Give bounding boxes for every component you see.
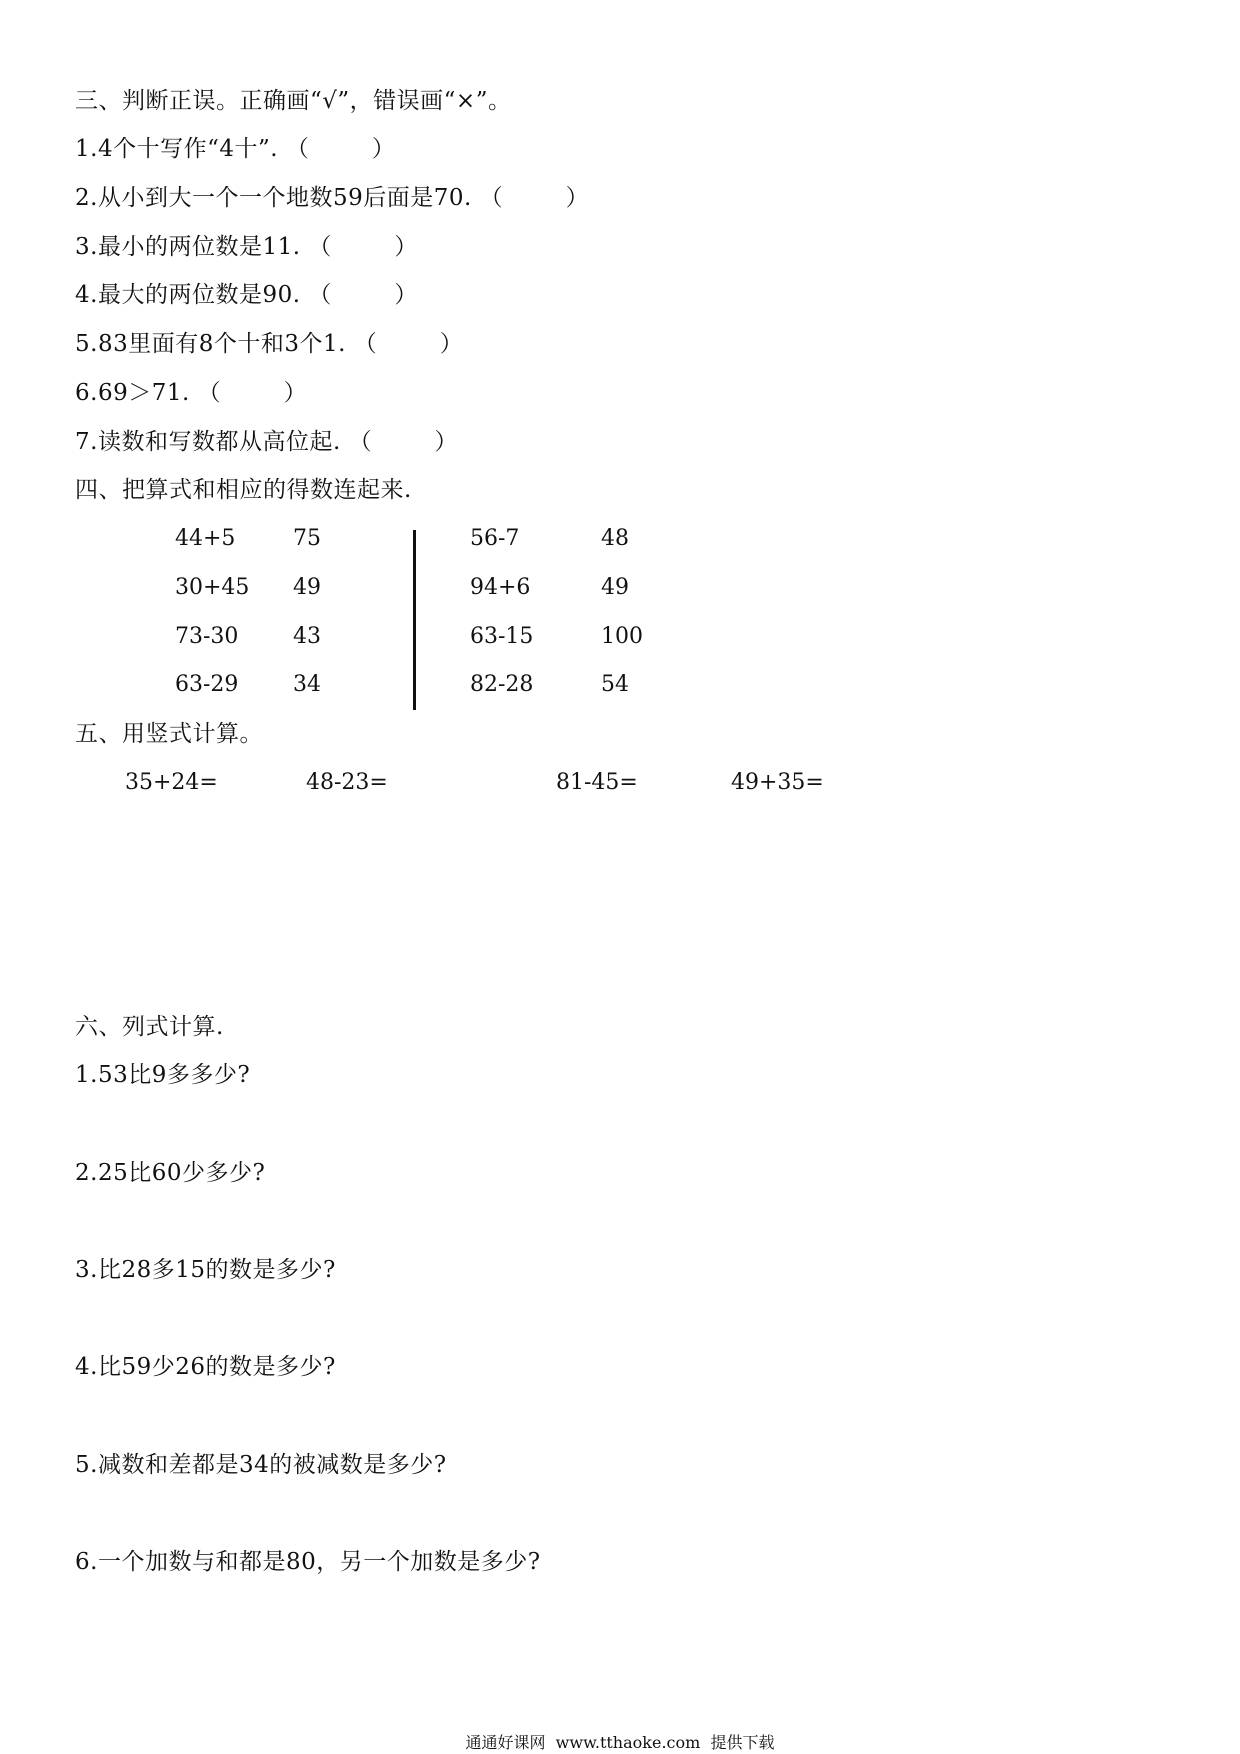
section3-item-2: 2.从小到大一个一个地数59后面是70. （ ） bbox=[75, 185, 590, 211]
section4-heading: 四、把算式和相应的得数连起来. bbox=[75, 477, 412, 503]
left-expression: 44+5 bbox=[175, 526, 236, 551]
section6-heading: 六、列式计算. bbox=[75, 1014, 224, 1040]
section6-item-2: 2.25比60少多少? bbox=[75, 1160, 266, 1186]
right-result: 54 bbox=[601, 672, 629, 697]
left-expression: 73-30 bbox=[175, 624, 239, 649]
vertical-calc-problem: 48-23= bbox=[306, 770, 388, 795]
left-expression: 63-29 bbox=[175, 672, 239, 697]
section3-item-6: 6.69＞71. （ ） bbox=[75, 380, 308, 406]
right-expression: 63-15 bbox=[470, 624, 534, 649]
left-expression: 30+45 bbox=[175, 575, 250, 600]
section6-item-1: 1.53比9多多少? bbox=[75, 1062, 251, 1088]
right-result: 48 bbox=[601, 526, 629, 551]
section3-item-1: 1.4个十写作“4十”. （ ） bbox=[75, 136, 396, 162]
right-expression: 94+6 bbox=[470, 575, 531, 600]
section6-item-6: 6.一个加数与和都是80，另一个加数是多少? bbox=[75, 1549, 541, 1575]
left-result: 43 bbox=[293, 624, 321, 649]
vertical-calc-problem: 81-45= bbox=[556, 770, 638, 795]
left-result: 75 bbox=[293, 526, 321, 551]
section3-heading: 三、判断正误。正确画“√”，错误画“×”。 bbox=[75, 88, 512, 114]
section3-item-3: 3.最小的两位数是11. （ ） bbox=[75, 234, 418, 260]
left-result: 34 bbox=[293, 672, 321, 697]
vertical-calc-problem: 35+24= bbox=[125, 770, 218, 795]
right-result: 100 bbox=[601, 624, 643, 649]
section6-item-4: 4.比59少26的数是多少? bbox=[75, 1354, 336, 1380]
section5-heading: 五、用竖式计算。 bbox=[75, 721, 263, 747]
footer-credit: 通通好课网 www.tthaoke.com 提供下载 bbox=[465, 1733, 775, 1752]
section3-item-4: 4.最大的两位数是90. （ ） bbox=[75, 282, 418, 308]
section6-item-3: 3.比28多15的数是多少? bbox=[75, 1257, 336, 1283]
section3-item-7: 7.读数和写数都从高位起. （ ） bbox=[75, 429, 459, 455]
vertical-calc-problem: 49+35= bbox=[731, 770, 824, 795]
column-divider bbox=[413, 530, 416, 710]
section3-item-5: 5.83里面有8个十和3个1. （ ） bbox=[75, 331, 464, 357]
right-expression: 82-28 bbox=[470, 672, 534, 697]
right-expression: 56-7 bbox=[470, 526, 520, 551]
left-result: 49 bbox=[293, 575, 321, 600]
section6-item-5: 5.减数和差都是34的被减数是多少? bbox=[75, 1452, 447, 1478]
right-result: 49 bbox=[601, 575, 629, 600]
